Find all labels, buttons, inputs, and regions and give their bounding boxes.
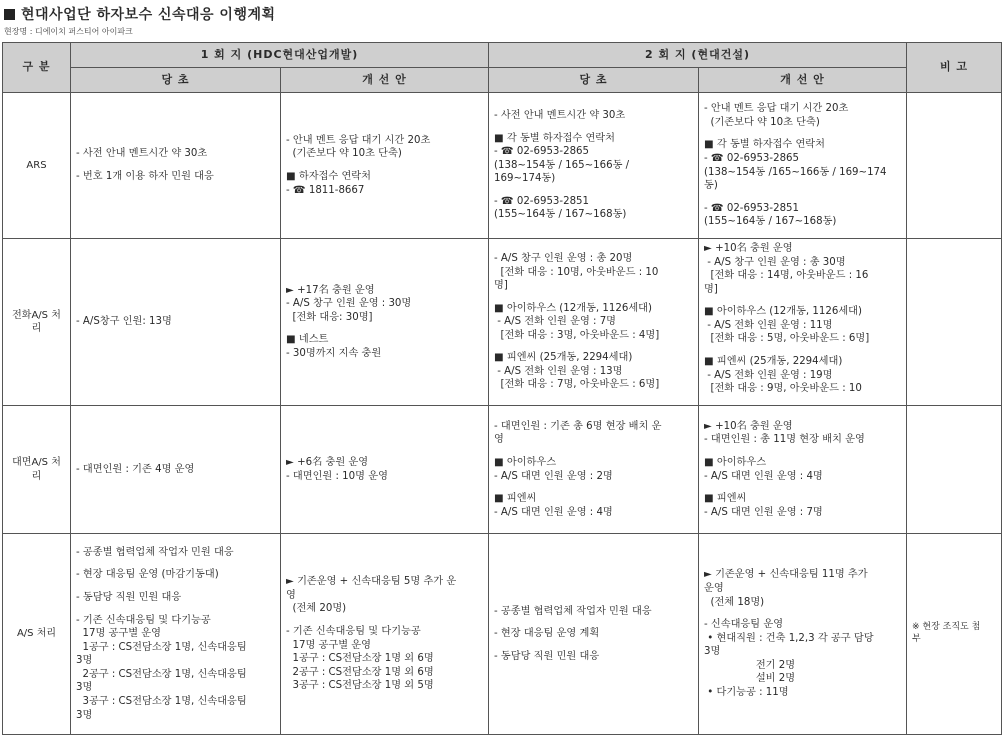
line-gap	[494, 123, 693, 132]
cell-line: ARS	[26, 159, 47, 171]
cell-line: - 번호 1개 이용 하자 민원 대응	[76, 171, 214, 182]
cell-line: 대면	[12, 457, 32, 469]
zone2-improved-cell	[699, 93, 907, 239]
line-gap	[76, 582, 275, 591]
zone1-current-cell	[71, 93, 281, 239]
line-gap	[704, 447, 901, 456]
line-gap	[704, 193, 901, 202]
header-gubun: 구 분	[3, 43, 71, 93]
line-gap	[704, 296, 901, 305]
cell-line: 17명 공구별 운영	[76, 628, 161, 640]
line-gap	[494, 483, 693, 492]
square-bullet-icon	[4, 9, 15, 20]
cell-line: - 공종별 협력업체 작업자 민원 대응	[494, 605, 652, 617]
cell-line: - 신속대응팀 운영	[704, 619, 784, 631]
bigo-cell	[907, 534, 1002, 735]
line-gap	[494, 186, 693, 195]
row-label	[3, 406, 71, 534]
cell-line: (기존보다 약 10초 단축)	[704, 116, 820, 128]
bigo-cell	[907, 93, 1002, 239]
line-gap	[494, 447, 693, 456]
cell-line: - ☎ 02-6953-2851	[704, 202, 800, 214]
cell-line: - A/S 전화 인원 운영 : 11명	[704, 319, 833, 331]
cell-line: - ☎ 1811-8667	[286, 184, 365, 196]
cell-line: 3명	[76, 655, 93, 667]
cell-line: ► +6名 충원 운영	[286, 456, 369, 468]
cell-line: - 30명까지 지속 충원	[286, 347, 382, 359]
line-gap	[76, 161, 275, 170]
cell-line: 3명	[76, 682, 93, 694]
bigo-cell	[907, 406, 1002, 534]
cell-line: ※ 현장 조직도 첨	[912, 622, 981, 633]
cell-line: [전화 대응 : 3명, 아웃바운드 : 4명]	[494, 329, 660, 341]
line-gap	[76, 605, 275, 614]
cell-line: [전화 대응 : 5명, 아웃바운드 : 6명]	[704, 333, 870, 345]
zone1-improved-cell	[281, 239, 489, 406]
header-zone2-current: 당 초	[489, 68, 699, 93]
line-gap	[704, 609, 901, 618]
cell-line: - 대면인원 : 총 11명 현장 배치 운영	[704, 434, 865, 446]
cell-line: [전화 대응: 30명]	[286, 311, 373, 323]
table-row-ars	[3, 93, 1002, 239]
cell-line: 3명	[704, 646, 721, 658]
zone1-improved-cell	[281, 93, 489, 239]
zone2-improved-cell	[699, 534, 907, 735]
cell-line: ■ 각 동별 하자접수 연락처	[704, 139, 825, 151]
cell-line: 1공구 : CS전담소장 1명 외 6명	[286, 653, 434, 665]
cell-line: ■ 피엔씨	[704, 493, 747, 505]
line-gap	[494, 641, 693, 650]
line-gap	[76, 559, 275, 568]
cell-line: - ☎ 02-6953-2865	[704, 152, 800, 164]
cell-line: [전화 대응 : 7명, 아웃바운드 : 6명]	[494, 379, 660, 391]
cell-line: - A/S 전화 인원 운영 : 19명	[704, 369, 833, 381]
cell-line: 전기 2명	[704, 659, 796, 671]
cell-line: (138~154동 / 165~166동 /	[494, 159, 630, 171]
cell-line: ■ 아이하우스	[704, 456, 767, 468]
cell-line: - ☎ 02-6953-2865	[494, 146, 590, 158]
cell-line: 1공구 : CS전담소장 1명, 신속대응팀	[76, 641, 247, 653]
cell-line: A/S 처리	[31, 457, 61, 482]
cell-line: - A/S 전화 인원 운영 : 13명	[494, 365, 623, 377]
cell-line: 명]	[494, 280, 508, 292]
cell-line: ■ 하자접수 연락처	[286, 171, 371, 182]
cell-line: 2공구 : CS전담소장 1명 외 6명	[286, 666, 434, 678]
cell-line: ■ 각 동별 하자접수 연락처	[494, 132, 615, 144]
cell-line: 명]	[704, 283, 718, 295]
cell-line: [전화 대응 : 14명, 아웃바운드 : 16	[704, 270, 869, 282]
cell-line: • 다기능공 : 11명	[704, 686, 789, 698]
cell-line: 169~174동)	[494, 173, 556, 185]
bigo-cell	[907, 239, 1002, 406]
cell-line: (전체 18명)	[704, 596, 765, 608]
cell-line: - A/S 창구 인원 운영 : 30명	[286, 298, 412, 310]
zone1-current-cell	[71, 239, 281, 406]
cell-line: • 현대직원 : 건축 1,2,3 각 공구 담당	[704, 632, 874, 644]
cell-line: ► +17名 충원 운영	[286, 284, 375, 296]
cell-line: - 현장 대응팀 운영 (마감기동대)	[76, 569, 219, 581]
line-gap	[494, 293, 693, 302]
row-label	[3, 93, 71, 239]
cell-line: 3공구 : CS전담소장 1명, 신속대응팀	[76, 695, 247, 707]
zone1-current-cell	[71, 406, 281, 534]
document-title	[4, 4, 276, 24]
zone2-current-cell	[489, 406, 699, 534]
cell-line: - 대면인원 : 10명 운영	[286, 470, 388, 482]
line-gap	[704, 129, 901, 138]
table-row-phone-as	[3, 239, 1002, 406]
cell-line: 전화	[12, 309, 32, 321]
cell-line: - A/S창구 인원: 13명	[76, 316, 172, 328]
cell-line: - 대면인원 : 기존 총 6명 현장 배치 운	[494, 420, 662, 432]
cell-line: - 사전 안내 멘트시간 약 30초	[494, 110, 626, 122]
cell-line: ► 기존운영 + 신속대응팀 11명 추가	[704, 569, 868, 581]
document-title-text: 현대사업단 하자보수 신속대응 이행계획	[21, 7, 276, 23]
cell-line: [전화 대응 : 9명, 아웃바운드 : 10	[704, 383, 862, 395]
line-gap	[286, 616, 483, 625]
cell-line: A/S 처리	[16, 628, 57, 640]
cell-line: ■ 피엔씨	[494, 493, 537, 505]
header-zone2-improved: 개 선 안	[699, 68, 907, 93]
cell-line: 3공구 : CS전담소장 1명 외 5명	[286, 680, 434, 692]
cell-line: 영	[494, 434, 504, 446]
cell-line: (155~164동 / 167~168동)	[494, 209, 627, 221]
cell-line: - 공종별 협력업체 작업자 민원 대응	[76, 546, 234, 558]
header-zone1: 1 회 지 (HDC현대산업개발)	[71, 43, 489, 68]
zone2-improved-cell	[699, 406, 907, 534]
cell-line: - ☎ 02-6953-2851	[494, 195, 590, 207]
zone2-current-cell	[489, 93, 699, 239]
cell-line: 운영	[704, 583, 724, 595]
plan-table	[2, 42, 1002, 735]
cell-line: 17명 공구별 운영	[286, 639, 371, 651]
cell-line: - 안내 멘트 응답 대기 시간 20초	[704, 103, 849, 115]
cell-line: - A/S 대면 인원 운영 : 2명	[494, 470, 613, 482]
cell-line: ► +10名 충원 운영	[704, 243, 793, 254]
cell-line: [전화 대응 : 10명, 아웃바운드 : 10	[494, 266, 659, 278]
line-gap	[494, 618, 693, 627]
cell-line: - A/S 창구 인원 운영 : 총 20명	[494, 252, 633, 264]
cell-line: ■ 피엔씨 (25개동, 2294세대)	[494, 352, 633, 364]
cell-line: ■ 피엔씨 (25개동, 2294세대)	[704, 355, 843, 367]
line-gap	[494, 342, 693, 351]
zone2-current-cell	[489, 239, 699, 406]
cell-line: - 동담당 직원 민원 대응	[494, 650, 600, 662]
cell-line: ■ 아이하우스 (12개동, 1126세대)	[704, 306, 862, 318]
table-row-as-process	[3, 534, 1002, 735]
zone2-improved-cell	[699, 239, 907, 406]
cell-line: - A/S 대면 인원 운영 : 4명	[494, 506, 613, 518]
cell-line: 동)	[704, 180, 718, 192]
cell-line: - 기존 신속대응팀 및 다기능공	[286, 625, 421, 637]
cell-line: ■ 네스트	[286, 334, 329, 346]
zone1-improved-cell	[281, 534, 489, 735]
cell-line: - 기존 신속대응팀 및 다기능공	[76, 614, 211, 626]
line-gap	[704, 346, 901, 355]
cell-line: - A/S 전화 인원 운영 : 7명	[494, 316, 617, 328]
zone1-current-cell	[71, 534, 281, 735]
zone1-improved-cell	[281, 406, 489, 534]
cell-line: ■ 아이하우스 (12개동, 1126세대)	[494, 302, 652, 314]
cell-line: - 동담당 직원 민원 대응	[76, 592, 182, 604]
row-label	[3, 239, 71, 406]
line-gap	[286, 324, 483, 333]
cell-line: - A/S 창구 인원 운영 : 총 30명	[704, 256, 846, 268]
cell-line: - 사전 안내 멘트시간 약 30초	[76, 148, 208, 160]
header-zone2: 2 회 지 (현대건설)	[489, 43, 907, 68]
site-name-line: 현장명 : 디에이치 퍼스티어 아이파크	[4, 27, 133, 36]
line-gap	[286, 161, 483, 170]
zone2-current-cell	[489, 534, 699, 735]
cell-line: - A/S 대면 인원 운영 : 7명	[704, 506, 823, 518]
cell-line: 3명	[76, 709, 93, 721]
cell-line: - 대면인원 : 기존 4명 운영	[76, 463, 195, 475]
row-label	[3, 534, 71, 735]
cell-line: - 안내 멘트 응답 대기 시간 20초	[286, 134, 431, 146]
header-zone1-current: 당 초	[71, 68, 281, 93]
header-bigo: 비 고	[907, 43, 1002, 93]
cell-line: (155~164동 / 167~168동)	[704, 216, 837, 228]
cell-line: - 현장 대응팀 운영 계획	[494, 628, 600, 640]
cell-line: 2공구 : CS전담소장 1명, 신속대응팀	[76, 668, 247, 680]
cell-line: - A/S 대면 인원 운영 : 4명	[704, 470, 823, 482]
cell-line: ■ 아이하우스	[494, 456, 557, 468]
cell-line: (138~154동 /165~166동 / 169~174	[704, 166, 887, 178]
cell-line: 부	[912, 634, 921, 644]
cell-line: ► 기존운영 + 신속대응팀 5명 추가 운	[286, 576, 457, 588]
cell-line: (기존보다 약 10초 단축)	[286, 148, 402, 160]
table-row-facetoface-as	[3, 406, 1002, 534]
cell-line: ► +10名 충원 운영	[704, 420, 793, 432]
cell-line: 영	[286, 589, 296, 601]
header-zone1-improved: 개 선 안	[281, 68, 489, 93]
line-gap	[704, 483, 901, 492]
cell-line: 설비 2명	[704, 673, 796, 685]
cell-line: (전체 20명)	[286, 603, 347, 615]
cell-line: A/S 처리	[31, 309, 61, 334]
